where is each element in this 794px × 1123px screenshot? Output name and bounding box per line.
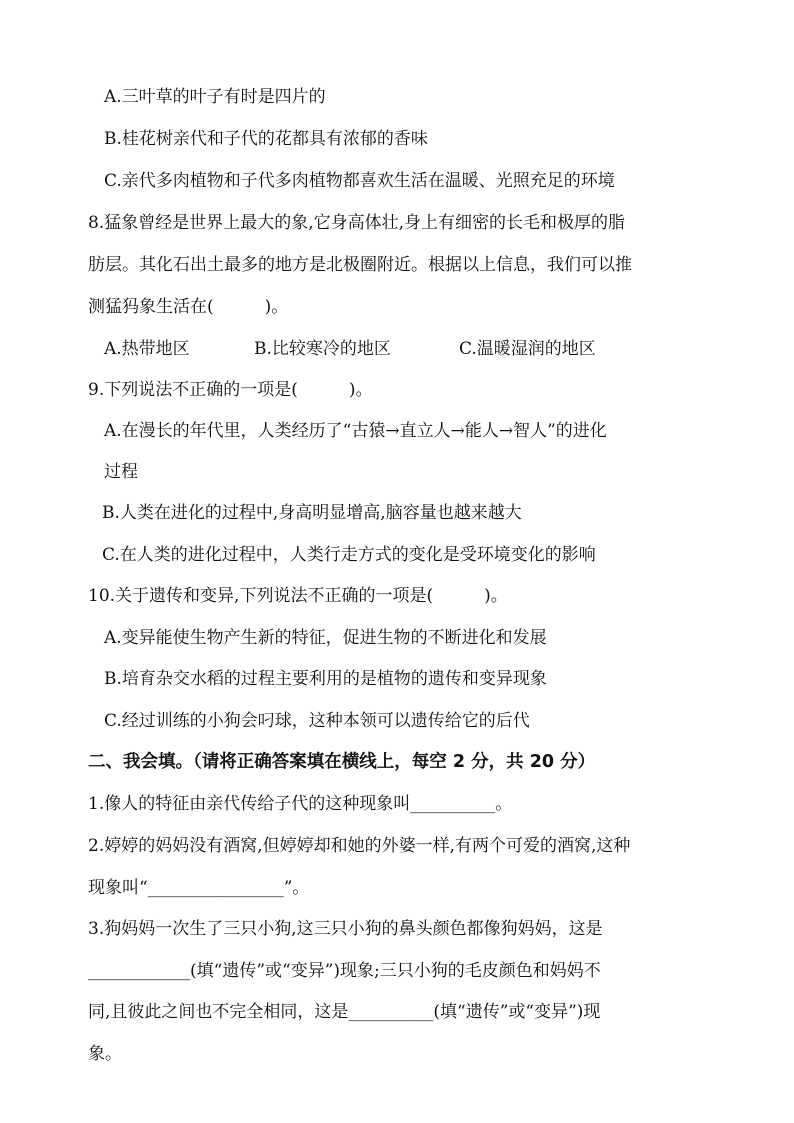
q9-stem: 9.下列说法不正确的一项是( )。 [88, 380, 373, 400]
fill-q3-line1: 3.狗妈妈一次生了三只小狗,这三只小狗的鼻头颜色都像狗妈妈，这是 [88, 919, 603, 939]
q9-option-a-line2: 过程 [104, 462, 138, 482]
q9-option-a-line1: A.在漫长的年代里，人类经历了“古猿→直立人→能人→智人”的进化 [104, 421, 607, 441]
section-2-heading: 二、我会填。（请将正确答案填在横线上，每空 2 分，共 20 分） [88, 752, 596, 772]
q8-stem-line1: 8.猛象曾经是世界上最大的象,它身高体壮,身上有细密的长毛和极厚的脂 [88, 213, 626, 233]
fill-q2-line1: 2.婷婷的妈妈没有酒窝,但婷婷却和她的外婆一样,有两个可爱的酒窝,这种 [88, 836, 631, 856]
fill-q1: 1.像人的特征由亲代传给子代的这种现象叫__________。 [88, 794, 513, 814]
q8-stem-line3: 测猛犸象生活在( )。 [88, 297, 289, 317]
q10-option-c: C.经过训练的小狗会叼球，这种本领可以遗传给它的后代 [104, 711, 530, 731]
fill-q3-line3: 同,且彼此之间也不完全相同，这是__________(填“遗传”或“变异”)现 [88, 1002, 601, 1022]
q7-option-a: A.三叶草的叶子有时是四片的 [104, 87, 326, 107]
q7-option-c: C.亲代多肉植物和子代多肉植物都喜欢生活在温暖、光照充足的环境 [104, 171, 615, 191]
q10-option-b: B.培育杂交水稻的过程主要利用的是植物的遗传和变异现象 [104, 669, 547, 689]
fill-q3-line4: 象。 [88, 1044, 122, 1064]
q10-option-a: A.变异能使生物产生新的特征，促进生物的不断进化和发展 [104, 628, 547, 648]
q10-stem: 10.关于遗传和变异,下列说法不正确的一项是( )。 [88, 586, 508, 606]
q8-option-a: A.热带地区 [104, 339, 190, 359]
q7-option-b: B.桂花树亲代和子代的花都具有浓郁的香味 [104, 129, 428, 149]
fill-q3-line2: ____________(填“遗传”或“变异”)现象;三只小狗的毛皮颜色和妈妈不 [88, 961, 601, 981]
q8-option-b: B.比较寒冷的地区 [254, 339, 391, 359]
q8-option-c: C.温暖湿润的地区 [459, 339, 596, 359]
q9-option-c: C.在人类的进化过程中，人类行走方式的变化是受环境变化的影响 [102, 545, 596, 565]
q8-stem-line2: 肪层。其化石出土最多的地方是北极圈附近。根据以上信息，我们可以推 [88, 255, 632, 275]
fill-q2-line2: 现象叫“________________”。 [88, 878, 310, 898]
q9-option-b: B.人类在进化的过程中,身高明显增高,脑容量也越来越大 [102, 503, 522, 523]
